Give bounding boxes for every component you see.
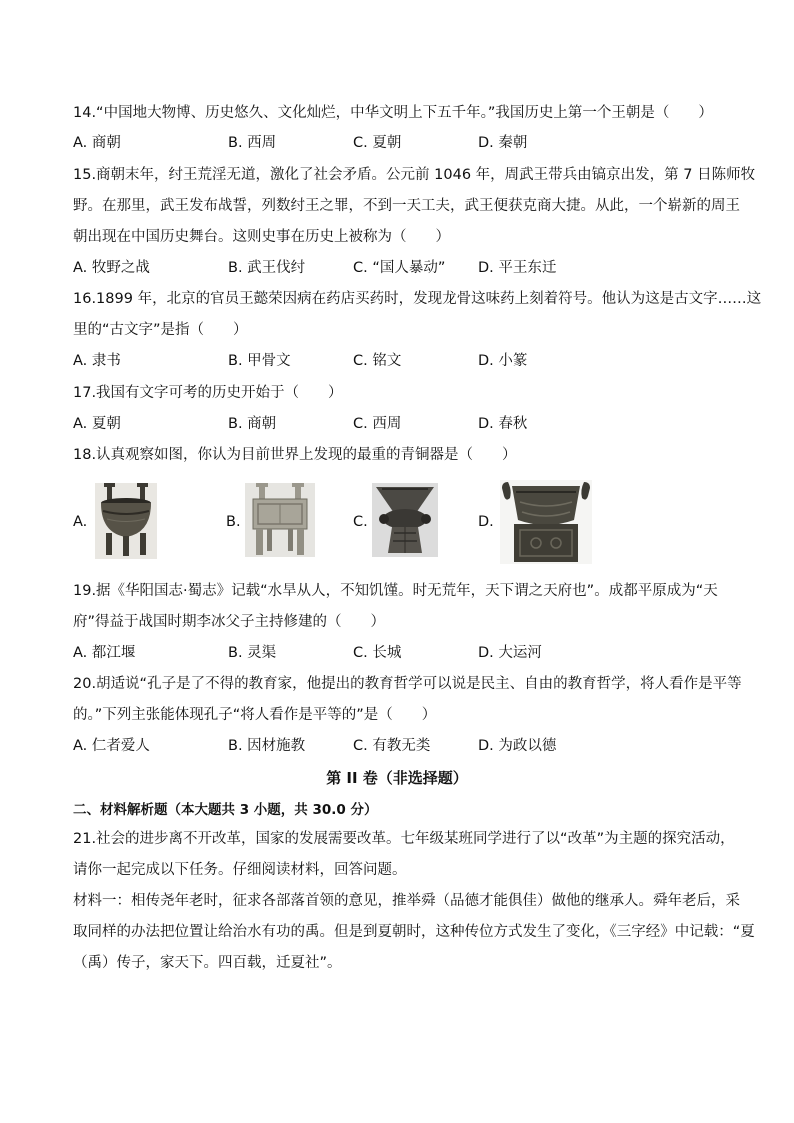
bronze-ding-round-image [95,483,157,559]
q14-option-a: A. 商朝 [73,135,121,151]
bronze-vessel-ornate-image [500,480,592,564]
question-15-stem-line-2: 野。在那里，武王发布战誓，列数纣王之罪，不到一天工夫，武王便获克商大捷。从此，一个崭新的周王 [73,198,740,214]
q19-option-a: A. 都江堰 [73,645,136,661]
q18-option-a: A. [73,514,88,530]
question-16-stem-line-2: 里的“古文字”是指（ ） [73,322,248,338]
q15-option-b: B. 武王伐纣 [228,260,306,276]
q15-option-d: D. 平王东迁 [478,260,557,276]
question-14-stem: 14.“中国地大物博、历史悠久、文化灿烂，中华文明上下五千年。”我国历史上第一个王朝是（ ） [73,105,713,121]
q16-option-d: D. 小篆 [478,353,528,369]
bronze-ding-square-image [245,483,315,557]
q20-option-b: B. 因材施教 [228,738,306,754]
section-2-title: 第 II 卷（非选择题） [326,769,468,787]
q15-option-a: A. 牧野之战 [73,260,150,276]
q16-option-b: B. 甲骨文 [228,353,291,369]
q17-option-b: B. 商朝 [228,416,277,432]
question-19-stem-line-2: 府”得益于战国时期李冰父子主持修建的（ ） [73,614,386,630]
q18-option-b: B. [226,514,241,530]
q14-option-b: B. 西周 [228,135,277,151]
question-21-line-1: 21.社会的进步离不开改革，国家的发展需要改革。七年级某班同学进行了以“改革”为主题的探究活动， [73,831,735,847]
question-20-stem-line-2: 的。”下列主张能体现孔子“将人看作是平等的”是（ ） [73,707,437,723]
question-19-stem-line-1: 19.据《华阳国志·蜀志》记载“水旱从人，不知饥馑。时无荒年，天下谓之天府也”。成都平原成为“天 [73,583,718,599]
q20-option-c: C. 有教无类 [353,738,431,754]
question-20-stem-line-1: 20.胡适说“孔子是了不得的教育家，他提出的教育哲学可以说是民主、自由的教育哲学，将人看作是平等 [73,676,742,692]
question-17-stem: 17.我国有文字可考的历史开始于（ ） [73,385,343,401]
bronze-zun-image [372,483,438,557]
q15-option-c: C. “国人暴动” [353,260,446,276]
q20-option-a: A. 仁者爱人 [73,738,150,754]
q19-option-b: B. 灵渠 [228,645,277,661]
section-2-subtitle: 二、材料解析题（本大题共 3 小题，共 30.0 分） [73,802,378,818]
question-21-material-line-3: （禹）传子，家天下。四百载，迁夏社”。 [73,955,342,971]
q17-option-c: C. 西周 [353,416,402,432]
question-15-stem-line-3: 朝出现在中国历史舞台。这则史事在历史上被称为（ ） [73,229,450,245]
q16-option-c: C. 铭文 [353,353,402,369]
q19-option-d: D. 大运河 [478,645,542,661]
q20-option-d: D. 为政以德 [478,738,557,754]
question-21-material-line-1: 材料一：相传尧年老时，征求各部落首领的意见，推举舜（品德才能俱佳）做他的继承人。舜年老后，采 [73,893,740,909]
q17-option-d: D. 春秋 [478,416,528,432]
question-21-line-2: 请你一起完成以下任务。仔细阅读材料，回答问题。 [73,862,407,878]
q19-option-c: C. 长城 [353,645,402,661]
question-15-stem-line-1: 15.商朝末年，纣王荒淫无道，激化了社会矛盾。公元前 1046 年，周武王带兵由镐京出发，第 7 日陈师牧 [73,167,756,183]
question-21-material-line-2: 取同样的办法把位置让给治水有功的禹。但是到夏朝时，这种传位方式发生了变化，《三字经》中记载：“夏 [73,924,755,940]
q18-option-c: C. [353,514,368,530]
question-16-stem-line-1: 16.1899 年，北京的官员王懿荣因病在药店买药时，发现龙骨这味药上刻着符号。他认为这是古文字……这 [73,291,762,307]
q14-option-c: C. 夏朝 [353,135,402,151]
q17-option-a: A. 夏朝 [73,416,121,432]
question-18-stem: 18.认真观察如图，你认为目前世界上发现的最重的青铜器是（ ） [73,447,517,463]
q18-option-d: D. [478,514,494,530]
q14-option-d: D. 秦朝 [478,135,528,151]
q16-option-a: A. 隶书 [73,353,121,369]
